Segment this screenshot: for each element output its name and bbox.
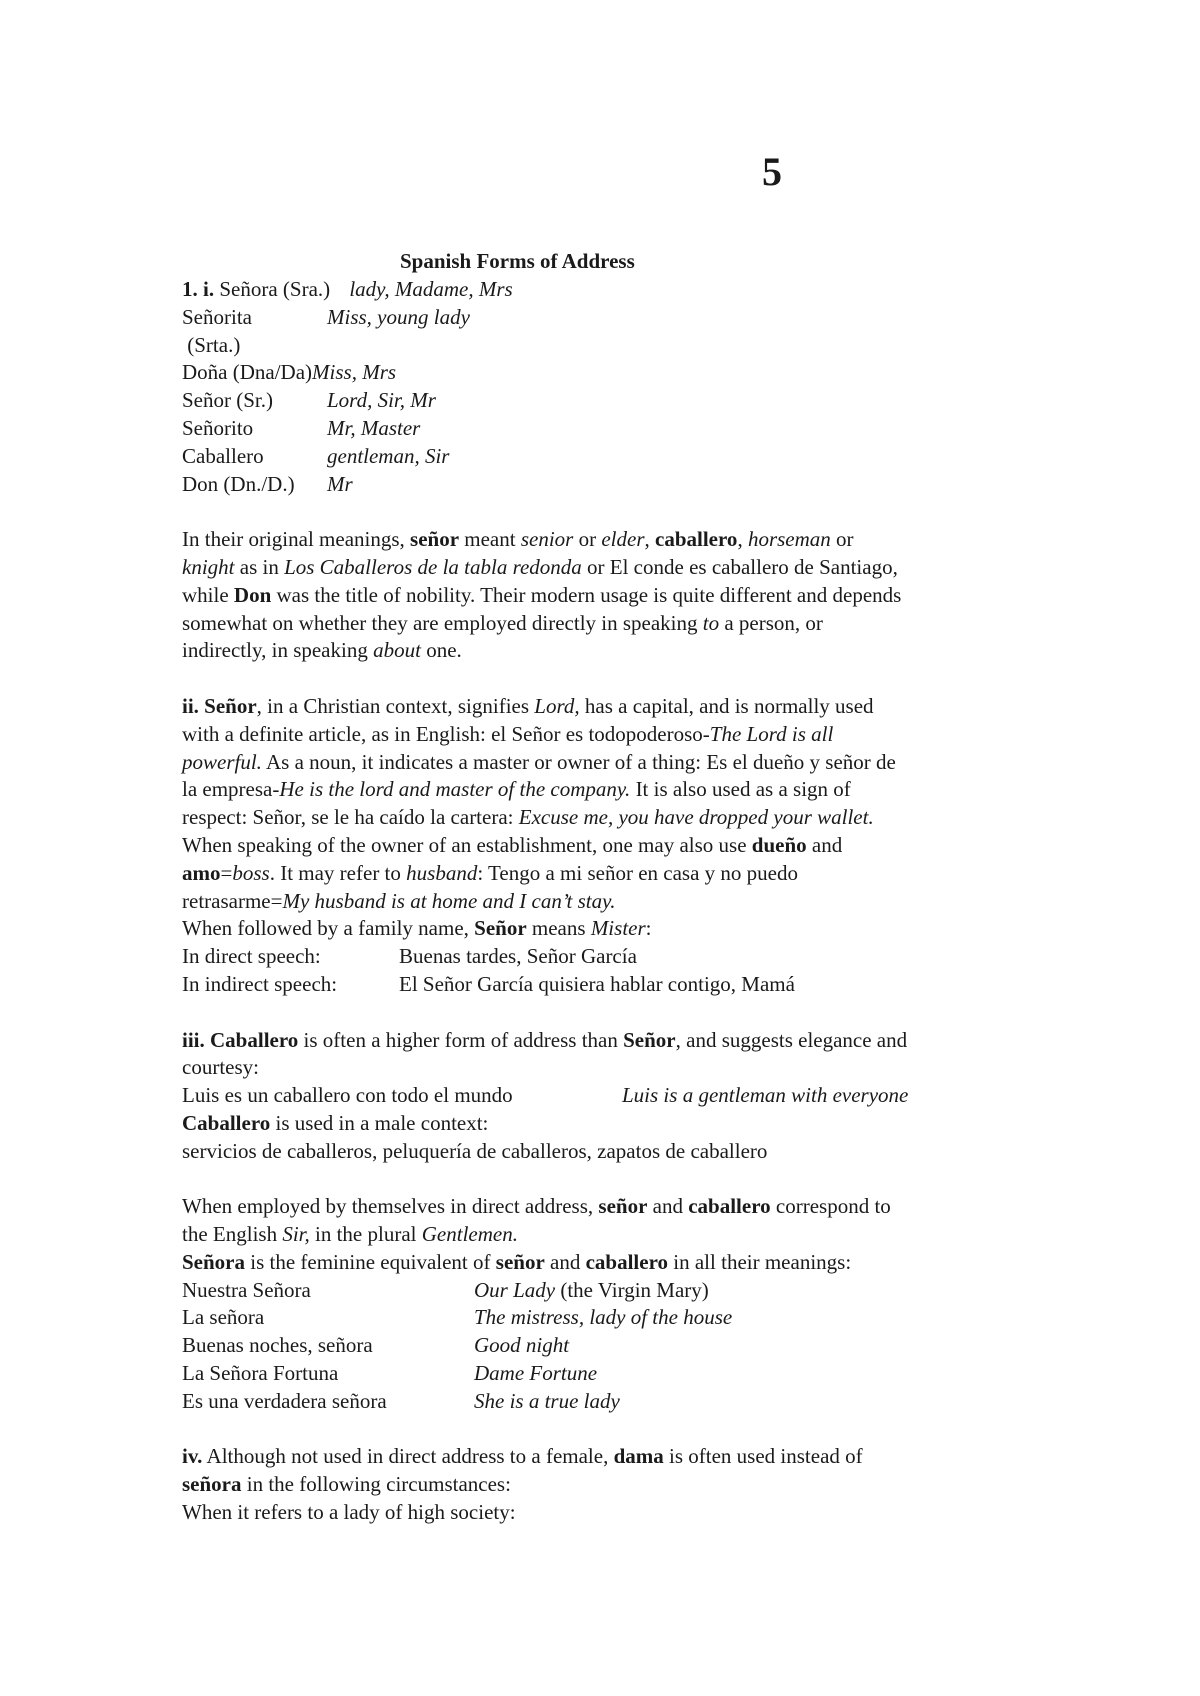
text-line [182, 554, 1042, 582]
meaning: Miss, young lady [327, 304, 470, 329]
text-line [182, 1499, 1042, 1527]
text-fragment: Luis es un caballero con todo el mundo [182, 1083, 513, 1108]
paragraph-spacer [182, 1166, 1042, 1194]
text-line [182, 721, 1042, 749]
text-fragment: and [544, 1249, 586, 1274]
text-fragment: señor [598, 1194, 648, 1219]
term: Caballero [182, 443, 264, 468]
text-fragment: Los Caballeros de la tabla redonda [284, 554, 582, 579]
speech-row [182, 943, 1042, 971]
text-fragment: is often a higher form of address than [298, 1027, 624, 1052]
paragraph-spacer [182, 665, 1042, 693]
text-fragment: It is also used as a sign of [630, 777, 851, 802]
text-fragment: señor [495, 1249, 545, 1274]
document-body [182, 276, 1042, 1527]
text-fragment: = [220, 860, 233, 885]
text-fragment: to [702, 610, 720, 635]
text-line [182, 888, 1042, 916]
text-line [182, 1054, 1042, 1082]
paragraph-original-meanings [182, 526, 1042, 665]
text-fragment: Señora [182, 1249, 245, 1274]
text-fragment: caballero [688, 1194, 771, 1219]
text-fragment: correspond to [770, 1194, 891, 1219]
term: Señorita [182, 304, 252, 329]
text-fragment: Mister [590, 916, 646, 941]
text-fragment: She is a true lady [474, 1388, 620, 1413]
text-fragment: knight [182, 554, 235, 579]
term: Señorito [182, 415, 254, 440]
feminine-row [182, 1304, 1042, 1332]
text-line [182, 776, 1042, 804]
text-fragment: with a definite article, as in English: el Señor es todopoderoso- [182, 721, 710, 746]
text-fragment: elder [601, 527, 645, 552]
text-fragment: powerful. [182, 749, 262, 774]
forms-row [182, 359, 1042, 387]
text-fragment: or [830, 527, 854, 552]
forms-row [182, 276, 1042, 304]
text-fragment: My husband is at home and I can’t stay. [282, 888, 616, 913]
text-line [182, 860, 1042, 888]
text-fragment: or [573, 527, 602, 552]
text-line [182, 1193, 1042, 1221]
text-fragment: courtesy: [182, 1055, 259, 1080]
text-fragment: : [645, 916, 652, 941]
paragraph-caballero [182, 1027, 1042, 1416]
text-fragment: indirectly, in speaking [182, 638, 374, 663]
text-fragment: boss [232, 860, 270, 885]
text-line [182, 1443, 1042, 1471]
text-fragment: was the title of nobility. Their modern usage is quite different and depends [271, 582, 902, 607]
text-fragment: respect: Señor, se le ha caído la cartera: [182, 805, 519, 830]
speech-row [182, 971, 1042, 999]
text-fragment: La señora [182, 1305, 265, 1330]
page-number: 5 [762, 149, 782, 194]
text-fragment: In indirect speech: [182, 971, 338, 996]
text-fragment: When it refers to a lady of high society: [182, 1500, 516, 1525]
text-fragment: Our Lady [474, 1277, 556, 1302]
meaning: gentleman, Sir [327, 443, 450, 468]
text-fragment: , and suggests elegance and [675, 1027, 908, 1052]
text-fragment: la empresa- [182, 777, 280, 802]
section-label: iii. [182, 1027, 205, 1052]
text-fragment: horseman [747, 527, 831, 552]
term: Señora (Sra.) [219, 277, 331, 301]
meaning: Lord, Sir, Mr [327, 388, 436, 413]
text-fragment: Señor [474, 916, 527, 941]
feminine-row [182, 1277, 1042, 1305]
text-fragment: Gentlemen. [421, 1222, 518, 1247]
text-fragment: dueño [751, 832, 807, 857]
paragraph-spacer [182, 999, 1042, 1027]
meaning: Mr, Master [327, 415, 421, 440]
text-line [182, 1110, 1042, 1138]
text-line [182, 915, 1042, 943]
text-line [182, 637, 1042, 665]
text-fragment: Nuestra Señora [182, 1277, 311, 1302]
paragraph-dama [182, 1443, 1042, 1526]
text-fragment: in the plural [309, 1222, 422, 1247]
forms-table [182, 276, 1042, 498]
text-line [182, 749, 1042, 777]
text-fragment: The Lord is all [709, 721, 834, 746]
text-fragment: : Tengo a mi señor en casa y no puedo [477, 860, 798, 885]
meaning: Miss, Mrs [312, 360, 397, 385]
text-fragment: is the feminine equivalent of [245, 1249, 496, 1274]
text-line [182, 1221, 1042, 1249]
text-fragment: retrasarme= [182, 888, 283, 913]
text-fragment: as in [234, 554, 285, 579]
feminine-row [182, 1332, 1042, 1360]
text-fragment: Although not used in direct address to a female, [202, 1444, 614, 1469]
text-fragment: In direct speech: [182, 944, 321, 969]
forms-row [182, 332, 1042, 360]
paragraph-spacer [182, 498, 1042, 526]
text-fragment: Señor [623, 1027, 676, 1052]
term: Don (Dn./D.) [182, 471, 295, 496]
text-fragment: Lord, [534, 693, 580, 718]
text-line [182, 582, 1042, 610]
text-line [182, 1249, 1042, 1277]
text-line [182, 526, 1042, 554]
text-fragment: . It may refer to [269, 860, 407, 885]
text-fragment: The mistress, lady of the house [474, 1305, 733, 1330]
section-label: 1. i. [182, 277, 215, 301]
text-line [182, 1138, 1042, 1166]
text-fragment: servicios de caballeros, peluquería de caballeros, zapatos de caballero [182, 1138, 768, 1163]
text-fragment: and [647, 1194, 689, 1219]
feminine-row [182, 1388, 1042, 1416]
text-fragment: means [526, 916, 591, 941]
text-fragment: in all their meanings: [668, 1249, 852, 1274]
section-label: ii. [182, 693, 199, 718]
text-fragment: , [644, 527, 655, 552]
term: Doña (Dna/Da) [182, 360, 313, 385]
paragraph-spacer [182, 1416, 1042, 1444]
text-fragment: As a noun, it indicates a master or owner of a thing: Es el dueño y señor de [261, 749, 896, 774]
text-fragment: In their original meanings, [182, 527, 411, 552]
text-line [182, 610, 1042, 638]
text-line [182, 1471, 1042, 1499]
text-fragment: meant [459, 527, 521, 552]
text-fragment: Buenas tardes, Señor García [399, 944, 637, 969]
term: (Srta.) [187, 332, 241, 357]
text-fragment: Luis is a gentleman with everyone [622, 1083, 909, 1108]
text-fragment: caballero [655, 527, 738, 552]
text-fragment: or El conde es caballero de Santiago, [581, 554, 898, 579]
text-fragment: Sir, [282, 1222, 310, 1247]
forms-row [182, 443, 1042, 471]
text-fragment: When followed by a family name, [182, 916, 475, 941]
text-fragment: Dame Fortune [474, 1361, 598, 1386]
text-line [182, 804, 1042, 832]
text-fragment: the English [182, 1222, 283, 1247]
text-fragment: (the Virgin Mary) [555, 1277, 709, 1302]
text-fragment: is used in a male context: [270, 1110, 489, 1135]
text-fragment: amo [182, 860, 221, 885]
text-fragment: Es una verdadera señora [182, 1388, 387, 1413]
example-row [182, 1082, 1042, 1110]
text-line [182, 832, 1042, 860]
text-fragment: and [806, 832, 843, 857]
text-fragment: Buenas noches, señora [182, 1333, 373, 1358]
meaning: Mr [327, 471, 353, 496]
term: Señor (Sr.) [182, 388, 273, 413]
text-fragment: Caballero [182, 1110, 271, 1135]
text-fragment: is often used instead of [663, 1444, 863, 1469]
meaning: lady, Madame, Mrs [349, 277, 513, 301]
forms-row [182, 304, 1042, 332]
page-title: Spanish Forms of Address [400, 249, 635, 273]
text-fragment: El Señor García quisiera hablar contigo, Mamá [399, 971, 795, 996]
text-fragment: husband [406, 860, 478, 885]
text-fragment: dama [613, 1444, 664, 1469]
text-fragment: somewhat on whether they are employed directly in speaking [182, 610, 703, 635]
text-fragment: a person, or [719, 610, 823, 635]
text-fragment: has a capital, and is normally used [579, 693, 874, 718]
text-fragment: Good night [474, 1333, 570, 1358]
text-fragment: When speaking of the owner of an establishment, one may also use [182, 832, 752, 857]
text-fragment: , [737, 527, 748, 552]
text-fragment: Don [233, 582, 272, 607]
text-fragment: caballero [585, 1249, 669, 1274]
forms-row [182, 415, 1042, 443]
forms-row [182, 387, 1042, 415]
paragraph-senor [182, 693, 1042, 999]
feminine-row [182, 1360, 1042, 1388]
text-fragment: in the following circumstances: [241, 1472, 511, 1497]
text-fragment: Caballero [210, 1027, 299, 1052]
text-fragment: When employed by themselves in direct address, [182, 1194, 599, 1219]
text-fragment: señora [182, 1472, 242, 1497]
forms-row [182, 471, 1042, 499]
text-fragment: while [182, 582, 234, 607]
text-fragment: , in a Christian context, signifies [256, 693, 535, 718]
section-label: iv. [182, 1444, 203, 1469]
feminine-table [182, 1277, 1042, 1416]
text-fragment: señor [410, 527, 460, 552]
speech-table [182, 943, 1042, 999]
text-fragment: Excuse me, you have dropped your wallet. [518, 805, 874, 830]
text-fragment: senior [520, 527, 574, 552]
text-fragment: one. [420, 638, 462, 663]
text-line [182, 693, 1042, 721]
text-fragment: La Señora Fortuna [182, 1361, 339, 1386]
text-fragment: He is the lord and master of the company. [279, 777, 631, 802]
text-fragment: about [373, 638, 421, 663]
text-fragment: Señor [204, 693, 257, 718]
text-line [182, 1027, 1042, 1055]
